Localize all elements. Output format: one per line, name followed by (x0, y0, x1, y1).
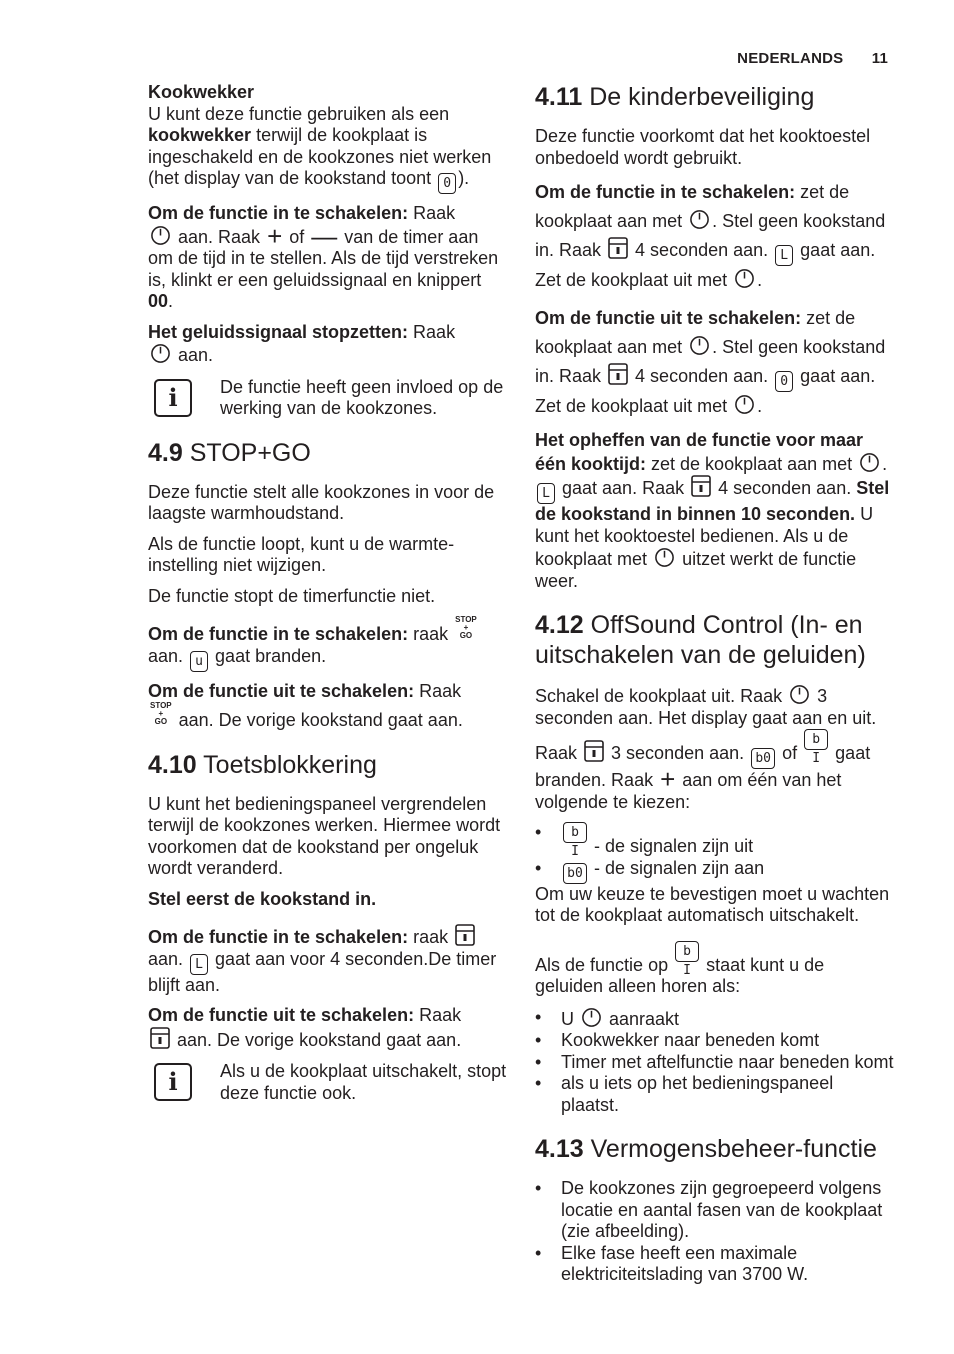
warm-hold-icon: u (190, 651, 208, 672)
bold-text: Om de functie uit te schakelen: (148, 680, 415, 701)
text: Raak (414, 1005, 462, 1025)
plus-icon: + (660, 764, 676, 794)
text: Raak (414, 680, 462, 701)
lock-display-icon: L (775, 245, 793, 266)
power-icon (789, 684, 810, 705)
zero-display-icon: 0 (438, 173, 456, 194)
sound-off-display-icon: b I (675, 941, 699, 962)
text: van de timer aan om de tijd in te stellen. Als de tijd verstreken is, klinkt er een geluidssignaal en knippert (148, 226, 499, 290)
sound-option-list (535, 822, 895, 884)
stop-go-icon (455, 616, 477, 640)
lock-display-icon: L (537, 483, 555, 504)
minus-icon: — (311, 220, 338, 251)
power-icon (150, 225, 171, 246)
text: aan. (148, 948, 189, 969)
text: raak (408, 624, 454, 644)
text: - de signalen zijn aan (589, 857, 765, 878)
section-title: Vermogensbeheer-functie (583, 1135, 877, 1163)
list-item: • De kookzones zijn gegroepeerd volgens locatie en aantal fasen van de kookplaat (zie afbeelding). (535, 1178, 895, 1243)
bold-text: Stel eerst de kookstand in. (148, 888, 377, 909)
text: Schakel de kookplaat uit. Raak (535, 686, 788, 706)
text: zet de kookplaat aan met (646, 453, 858, 474)
plus-icon: + (267, 220, 283, 251)
lock-key-icon (691, 475, 711, 497)
section-title: Toetsblokkering (196, 750, 377, 779)
child-lock-off-paragraph (535, 304, 895, 421)
text: gaat aan. Zet de kookplaat uit met (535, 366, 876, 416)
bold-text: kookwekker (148, 125, 252, 145)
section-title: OffSound Control (In- en uitschakelen van de geluiden) (535, 611, 866, 669)
section-title: STOP+GO (182, 438, 311, 467)
offsound-paragraph (535, 684, 895, 813)
list-item: • als u iets op het bedieningspaneel plaatst. (535, 1073, 895, 1116)
stop-go-icon (150, 702, 172, 726)
text: aan om één van het volgende te kiezen: (535, 770, 842, 812)
info-note (148, 1061, 508, 1104)
text: terwijl de kookplaat is ingeschakeld en de kookzones niet werken (het display van de kookstand toont (148, 125, 492, 188)
power-icon (689, 335, 710, 356)
text: aan. (148, 645, 189, 666)
left-column (148, 82, 508, 1116)
text: 3 seconden aan. (606, 743, 750, 763)
text: U kunt deze functie gebruiken als een (148, 103, 450, 124)
plus-label: + (463, 623, 469, 632)
section-number: 4.12 (535, 611, 584, 639)
power-management-list (535, 1178, 895, 1286)
list-item: • Timer met aftelfunctie naar beneden komt (535, 1052, 895, 1074)
zero-display-icon: 0 (775, 371, 793, 392)
sound-off-display-icon: b I (563, 822, 587, 843)
power-icon (734, 394, 755, 415)
text: ). (458, 168, 470, 188)
list-item: • Elke fase heeft een maximale elektriciteitslading van 3700 W. (535, 1243, 895, 1286)
text: . Stel geen kookstand in. Raak (535, 337, 886, 386)
child-lock-on-paragraph (535, 178, 895, 295)
section-heading-4-9 (148, 438, 508, 468)
bold-text: Het geluidssignaal stopzetten: (148, 321, 409, 342)
stopgo-on-paragraph (148, 616, 508, 672)
bold-text: Om de functie in te schakelen: (148, 624, 409, 644)
text: . (882, 453, 888, 474)
section-number: 4.11 (535, 83, 583, 111)
text: zet de kookplaat aan met (535, 182, 850, 231)
bold-text: Het opheffen van de functie voor maar één kooktijd: (535, 430, 864, 474)
lock-key-icon (584, 740, 604, 762)
info-note-text: De functie heeft geen invloed op de werking van de kookzones. (220, 376, 504, 418)
lock-key-icon (608, 363, 628, 385)
signal-stop-paragraph (148, 322, 508, 367)
info-icon: i (154, 379, 192, 417)
paragraph: U kunt het bedieningspaneel vergrendelen terwijl de kookzones werken. Hiermee wordt voorkomen dat de kookstand per ongeluk wordt veranderd. (148, 793, 501, 878)
text: Raak (408, 321, 456, 342)
power-icon (859, 452, 880, 473)
info-icon: i (154, 1063, 192, 1101)
text: gaat aan. Raak (557, 478, 690, 498)
sound-on-display-icon: b0 (751, 748, 775, 769)
info-note (148, 377, 508, 420)
paragraph: Deze functie stelt alle kookzones in voor de laagste warmhoudstand. (148, 481, 495, 523)
list-item (535, 1007, 895, 1031)
kookwekker-title: Kookwekker (148, 82, 255, 102)
stopgo-off-paragraph (148, 681, 508, 732)
lock-key-icon (608, 237, 628, 259)
go-label: GO (154, 717, 168, 726)
text: aan. De vorige kookstand gaat aan. (172, 1029, 462, 1050)
section-number: 4.9 (148, 438, 183, 467)
right-column (535, 82, 895, 1296)
bold-text: Om de functie in te schakelen: (148, 927, 409, 947)
text: aan. Raak (173, 226, 266, 247)
text: 4 seconden aan. (630, 240, 774, 260)
section-title: De kinderbeveiliging (582, 83, 815, 111)
text: aan. (173, 345, 214, 365)
text: raak (408, 927, 454, 947)
bold-text: Om de functie in te schakelen: (148, 203, 409, 223)
power-icon (689, 209, 710, 230)
info-note-text: Als u de kookplaat uitschakelt, stopt deze functie ook. (220, 1061, 507, 1103)
section-heading-4-13 (535, 1134, 895, 1164)
text: aan. De vorige kookstand gaat aan. (173, 710, 463, 730)
sound-condition-paragraph (535, 941, 895, 998)
power-icon (150, 343, 171, 364)
text: Als de functie op (535, 954, 674, 975)
text: gaat aan. Zet de kookplaat uit met (535, 240, 876, 290)
text: . (757, 396, 763, 416)
text: zet de kookplaat aan met (535, 308, 856, 357)
text: of (777, 743, 803, 763)
lock-key-icon (150, 1027, 170, 1049)
text: U kunt het kooktoestel bedienen. Als u de kookplaat met (535, 504, 874, 569)
section-number: 4.10 (148, 750, 197, 779)
text: gaat aan voor 4 seconden.De timer blijft aan. (148, 948, 497, 995)
text: aanraakt (604, 1008, 680, 1029)
page-number: 11 (871, 50, 888, 67)
bold-text: Om de functie uit te schakelen: (148, 1005, 415, 1025)
text: - de signalen zijn uit (589, 836, 754, 856)
section-heading-4-11 (535, 82, 895, 112)
paragraph: Deze functie voorkomt dat het kooktoestel onbedoeld wordt gebruikt. (535, 126, 871, 168)
lock-display-icon: L (190, 954, 208, 975)
list-item (535, 822, 895, 858)
section-heading-4-10 (148, 750, 508, 780)
sound-on-display-icon: b0 (563, 863, 587, 884)
section-number: 4.13 (535, 1135, 584, 1163)
power-icon (654, 547, 675, 568)
list-item (535, 858, 895, 884)
text: of (284, 226, 310, 247)
text: U (561, 1008, 579, 1029)
text: 4 seconden aan. (713, 478, 857, 498)
go-label: GO (459, 631, 473, 640)
bold-text: Om de functie uit te schakelen: (535, 308, 802, 328)
power-icon (581, 1007, 602, 1028)
bold-text: Om de functie in te schakelen: (535, 182, 796, 202)
paragraph (148, 889, 508, 911)
text: . Stel geen kookstand in. Raak (535, 211, 886, 260)
bold-text: 00 (148, 291, 169, 311)
text: 3 seconden aan. Het display gaat aan en uit. Raak (535, 686, 877, 763)
text: Raak (408, 203, 456, 223)
sound-off-display-icon: b I (804, 729, 828, 750)
lock-key-icon (455, 924, 475, 946)
text: gaat branden. Raak (535, 743, 871, 790)
page-header (737, 50, 888, 67)
text: . (168, 291, 174, 311)
child-lock-once-paragraph (535, 430, 895, 592)
paragraph: Als de functie loopt, kunt u de warmte-instelling niet wijzigen. (148, 533, 455, 575)
plus-label: + (158, 709, 164, 718)
stop-label: STOP (150, 701, 172, 710)
text: . (757, 270, 763, 290)
text: staat kunt u de geluiden alleen horen als: (535, 954, 825, 996)
text: gaat branden. (210, 645, 327, 666)
sound-condition-list (535, 1007, 895, 1117)
kookwekker-on-paragraph (148, 203, 508, 313)
bold-text: Stel de kookstand in binnen 10 seconden. (535, 478, 890, 524)
kookwekker-paragraph (148, 82, 508, 194)
paragraph: Om uw keuze te bevestigen moet u wachten tot de kookplaat automatisch uitschakelt. (535, 883, 890, 925)
power-icon (734, 268, 755, 289)
text: 4 seconden aan. (630, 366, 774, 386)
text: uitzet werkt de functie weer. (535, 549, 857, 591)
lock-off-paragraph (148, 1005, 508, 1051)
header-language: NEDERLANDS (737, 50, 844, 67)
section-heading-4-12 (535, 610, 895, 670)
paragraph: De functie stopt de timerfunctie niet. (148, 585, 436, 606)
lock-on-paragraph (148, 924, 508, 996)
list-item: • Kookwekker naar beneden komt (535, 1030, 895, 1052)
stop-label: STOP (455, 615, 477, 624)
